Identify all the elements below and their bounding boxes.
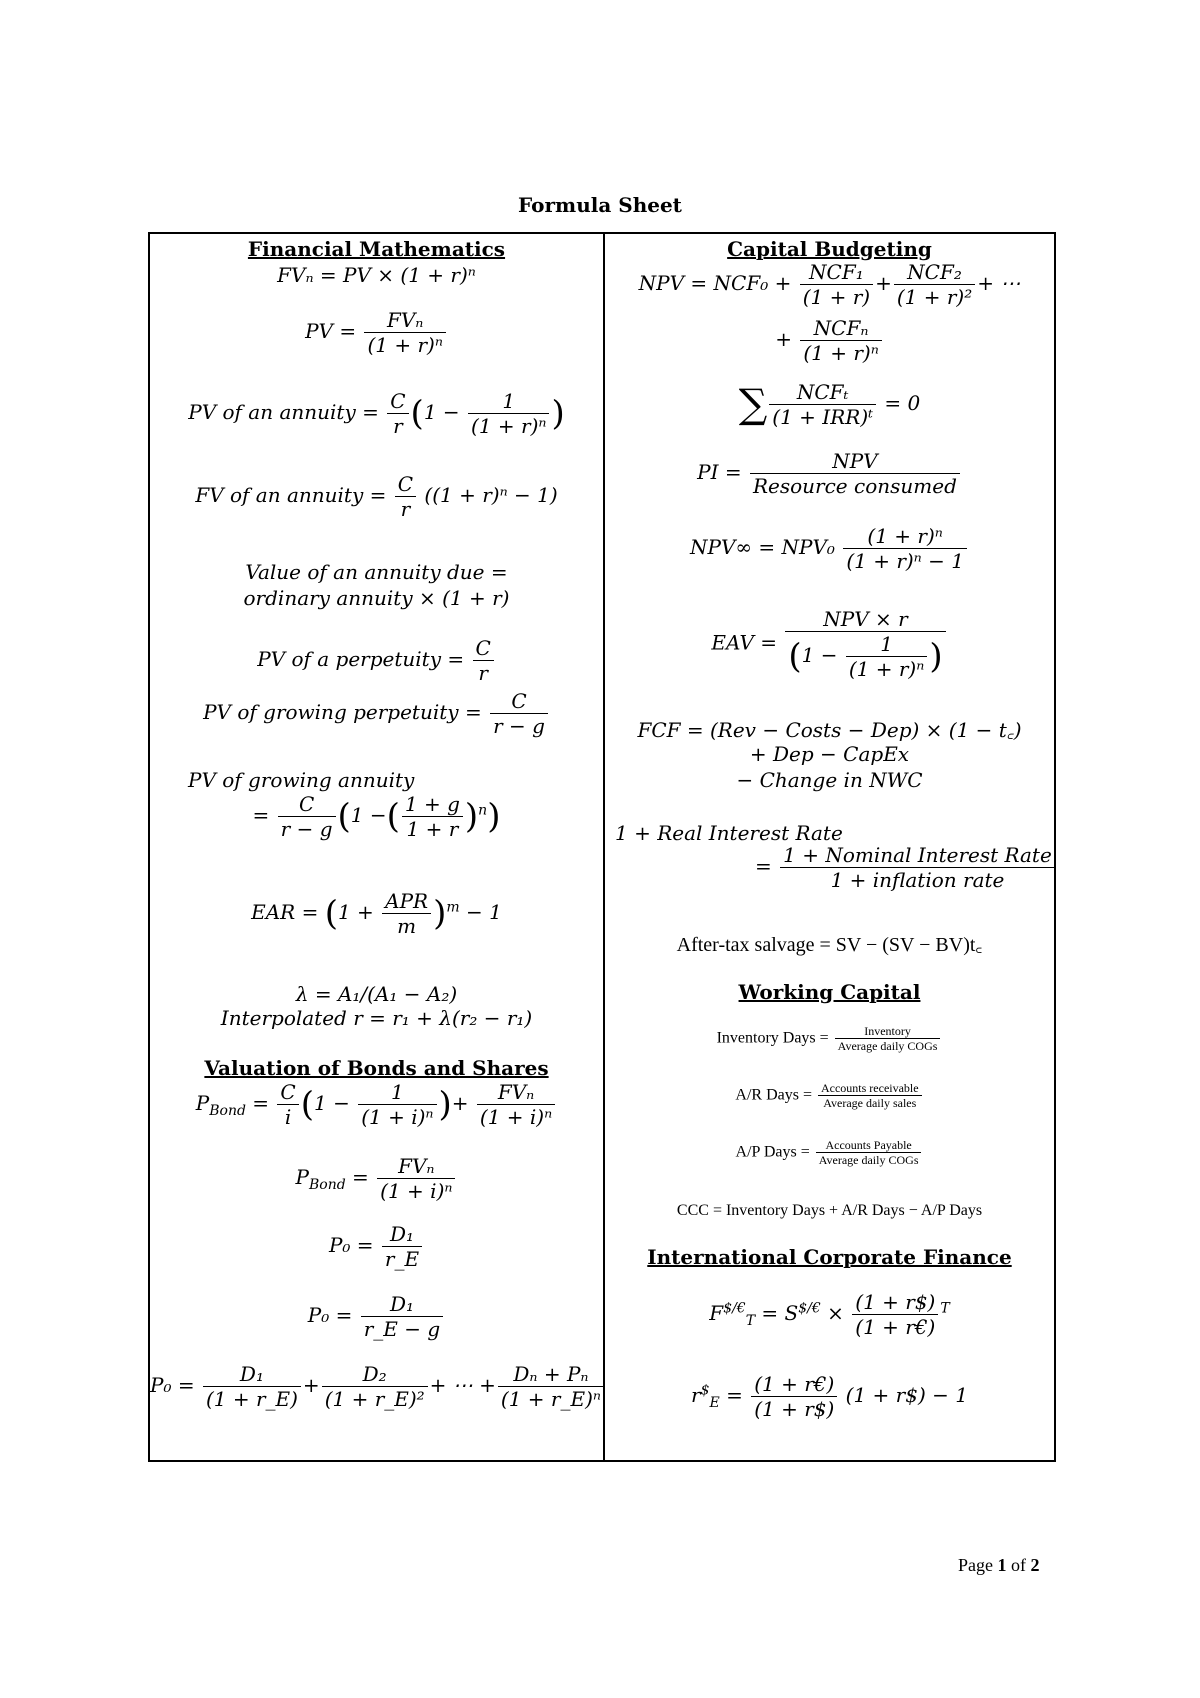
npv-d2: (1 + r)² bbox=[894, 284, 975, 309]
fva-c: C bbox=[397, 472, 414, 496]
p0c-mid: + ⋯ + bbox=[429, 1373, 496, 1397]
formula-ear bbox=[150, 889, 603, 938]
gann-mid: 1 − bbox=[350, 803, 387, 827]
rr-sub: E bbox=[709, 1395, 720, 1411]
pi-fraction bbox=[750, 449, 960, 498]
rr-eq: = bbox=[726, 1383, 743, 1407]
pv-denominator: (1 + r)ⁿ bbox=[364, 332, 445, 357]
formula-future-value: FVₙ = PV × (1 + r)ⁿ bbox=[277, 263, 476, 287]
formula-pv-perpetuity bbox=[150, 636, 603, 685]
p0a-num: D₁ bbox=[389, 1222, 414, 1246]
p0a-lhs: P₀ = bbox=[328, 1233, 374, 1257]
gann-power: n bbox=[478, 802, 488, 819]
npvinf-num: (1 + r)ⁿ bbox=[867, 524, 943, 548]
npv-plus: + bbox=[875, 271, 892, 295]
gperp-den: r − g bbox=[490, 713, 548, 738]
open-paren: ( bbox=[300, 1084, 314, 1125]
p0c-fraction-2 bbox=[322, 1362, 428, 1411]
pi-num: NPV bbox=[832, 449, 878, 473]
pi-den: Resource consumed bbox=[750, 473, 960, 498]
formula-fcf-line3: − Change in NWC bbox=[736, 768, 923, 792]
p0c-fraction-3 bbox=[498, 1362, 604, 1411]
p0b-den: r_E − g bbox=[361, 1316, 443, 1341]
formula-eav bbox=[605, 607, 1054, 681]
ar-den: Average daily sales bbox=[818, 1095, 922, 1110]
rr-lhs: r bbox=[691, 1383, 701, 1407]
formula-share-price-1 bbox=[150, 1222, 603, 1271]
bond2-sub: Bond bbox=[308, 1177, 346, 1193]
eav-num: NPV × r bbox=[823, 607, 908, 631]
p0b-fraction bbox=[361, 1292, 443, 1341]
pva-den: (1 + r)ⁿ bbox=[468, 413, 549, 438]
fva-rest: ((1 + r)ⁿ − 1) bbox=[424, 483, 558, 507]
formula-npv-line2 bbox=[605, 316, 1054, 365]
bond2-eq: = bbox=[352, 1165, 369, 1189]
inv-fraction bbox=[835, 1024, 941, 1054]
page-title: Formula Sheet bbox=[518, 193, 682, 217]
eav-iden: (1 + r)ⁿ bbox=[846, 656, 927, 681]
ap-num: Accounts Payable bbox=[825, 1138, 912, 1152]
heading-working-capital: Working Capital bbox=[738, 980, 921, 1004]
formula-ar-days bbox=[605, 1081, 1054, 1111]
formula-ap-days bbox=[605, 1138, 1054, 1168]
p0c-n1: D₁ bbox=[239, 1362, 264, 1386]
formula-profitability-index bbox=[605, 449, 1054, 498]
rr-fraction bbox=[751, 1372, 837, 1421]
ear-lhs: EAR = bbox=[251, 900, 319, 924]
npvinf-den: (1 + r)ⁿ − 1 bbox=[843, 548, 967, 573]
bond1-fv-fraction bbox=[477, 1080, 555, 1129]
formula-present-value bbox=[150, 308, 603, 357]
real-num: 1 + Nominal Interest Rate bbox=[783, 843, 1052, 867]
fwd-ssup: $/€ bbox=[798, 1300, 821, 1317]
formula-bond-price-1 bbox=[150, 1080, 603, 1129]
p0c-lhs: P₀ = bbox=[150, 1373, 195, 1397]
ear-num: APR bbox=[385, 889, 429, 913]
fwd-fraction bbox=[852, 1290, 938, 1339]
gann-eq: = bbox=[252, 803, 270, 827]
close-paren: ) bbox=[464, 796, 479, 837]
fva-r: r bbox=[395, 496, 416, 521]
bond1-plus: + bbox=[451, 1091, 469, 1115]
fwd-sub: T bbox=[745, 1313, 756, 1329]
bond1-den: (1 + i)ⁿ bbox=[358, 1104, 436, 1129]
fwd-sup: $/€ bbox=[723, 1300, 746, 1317]
formula-npv-line1 bbox=[605, 260, 1054, 309]
bond2-den: (1 + i)ⁿ bbox=[377, 1178, 455, 1203]
close-paren: ) bbox=[929, 636, 943, 677]
rr-den: (1 + r$) bbox=[751, 1396, 837, 1421]
rr-sup: $ bbox=[700, 1382, 710, 1399]
p0a-fraction bbox=[382, 1222, 422, 1271]
bond1-sub: Bond bbox=[209, 1103, 246, 1119]
pva-r: r bbox=[387, 413, 408, 438]
formula-fcf-line1: FCF = (Rev − Costs − Dep) × (1 − t꜀) bbox=[637, 718, 1022, 742]
pva-one: 1 bbox=[502, 389, 516, 413]
pva-c: C bbox=[390, 389, 406, 413]
npv-tail: + ⋯ bbox=[977, 271, 1021, 295]
fwd-den: (1 + r€) bbox=[852, 1314, 938, 1339]
open-paren: ( bbox=[410, 393, 424, 434]
perp-num: C bbox=[475, 636, 491, 660]
heading-international-corporate-finance: International Corporate Finance bbox=[647, 1245, 1012, 1269]
page-total: 2 bbox=[1030, 1555, 1040, 1575]
bond1-i: i bbox=[277, 1104, 298, 1129]
formula-share-price-3 bbox=[150, 1362, 603, 1411]
gann-inner-den: 1 + r bbox=[402, 816, 463, 841]
close-paren: ) bbox=[438, 1084, 452, 1125]
real-fraction bbox=[780, 843, 1055, 892]
gann-fraction bbox=[278, 792, 336, 841]
irr-den: (1 + IRR)ᵗ bbox=[769, 404, 876, 429]
perp-lhs: PV of a perpetuity = bbox=[257, 647, 465, 671]
heading-valuation-bonds-shares: Valuation of Bonds and Shares bbox=[204, 1056, 549, 1080]
fwd-power: T bbox=[940, 1300, 950, 1317]
pv-numerator: FVₙ bbox=[386, 308, 424, 332]
formula-ccc: CCC = Inventory Days + A/R Days − A/P Days bbox=[676, 1202, 983, 1219]
ap-lhs: A/P Days = bbox=[735, 1143, 810, 1161]
formula-real-rate-line2 bbox=[755, 843, 1057, 892]
gperp-lhs: PV of growing perpetuity = bbox=[203, 700, 482, 724]
p0c-plus: + bbox=[302, 1373, 320, 1397]
formula-interpolated-r: Interpolated r = r₁ + λ(r₂ − r₁) bbox=[220, 1006, 533, 1030]
bond2-fraction bbox=[377, 1154, 455, 1203]
ap-fraction bbox=[816, 1138, 922, 1168]
npv2-plus: + bbox=[775, 327, 792, 351]
left-column bbox=[150, 234, 603, 1460]
inv-num: Inventory bbox=[864, 1024, 911, 1038]
page-number bbox=[958, 1555, 1040, 1576]
p0c-fraction-1 bbox=[203, 1362, 301, 1411]
bond1-mid: 1 − bbox=[314, 1091, 350, 1115]
formula-after-tax-salvage: After-tax salvage = SV − (SV − BV)t꜀ bbox=[676, 934, 983, 956]
fwd-times: × bbox=[827, 1301, 844, 1325]
formula-pv-growing-annuity-line1: PV of growing annuity bbox=[188, 768, 415, 792]
p0c-d2: (1 + r_E)² bbox=[322, 1386, 428, 1411]
ar-lhs: A/R Days = bbox=[735, 1086, 812, 1104]
formula-fcf-line2: + Dep − CapEx bbox=[749, 742, 910, 766]
npv2-num: NCFₙ bbox=[813, 316, 869, 340]
ear-fraction bbox=[382, 889, 431, 938]
open-paren: ( bbox=[788, 636, 802, 677]
npv-n1: NCF₁ bbox=[809, 260, 864, 284]
bond1-c-over-i bbox=[277, 1080, 298, 1129]
gann-num: C bbox=[298, 792, 315, 816]
npvinf-fraction bbox=[843, 524, 967, 573]
heading-capital-budgeting: Capital Budgeting bbox=[727, 237, 932, 261]
formula-npv-infinity bbox=[605, 524, 1054, 573]
bond1-one: 1 bbox=[390, 1080, 404, 1104]
eav-inner-fraction bbox=[846, 632, 927, 681]
page-current: 1 bbox=[997, 1555, 1007, 1575]
formula-forward-rate bbox=[605, 1290, 1054, 1339]
formula-fv-annuity bbox=[150, 472, 603, 521]
formula-real-exchange bbox=[605, 1372, 1054, 1421]
close-paren: ) bbox=[551, 393, 565, 434]
formula-pv-annuity bbox=[150, 389, 603, 438]
bond1-fvden: (1 + i)ⁿ bbox=[477, 1104, 555, 1129]
gann-inner-num: 1 + g bbox=[404, 792, 460, 816]
pva-mid: 1 − bbox=[423, 400, 460, 424]
formula-bond-price-2 bbox=[150, 1154, 603, 1203]
fwd-lhs: F bbox=[709, 1301, 724, 1325]
open-paren: ( bbox=[337, 796, 351, 837]
ear-one: 1 + bbox=[337, 900, 374, 924]
irr-fraction bbox=[769, 380, 876, 429]
perp-den: r bbox=[473, 660, 494, 685]
bond2-lhs: P bbox=[295, 1165, 309, 1189]
real-den: 1 + inflation rate bbox=[780, 867, 1055, 892]
pv-fraction bbox=[364, 308, 445, 357]
formula-annuity-due-line1: Value of an annuity due = bbox=[245, 560, 508, 584]
close-paren: ) bbox=[433, 893, 447, 934]
fwd-num: (1 + r$) bbox=[855, 1290, 936, 1314]
gann-den: r − g bbox=[278, 816, 336, 841]
p0b-lhs: P₀ = bbox=[307, 1303, 353, 1327]
ap-den: Average daily COGs bbox=[816, 1152, 922, 1167]
eav-one: 1 bbox=[880, 632, 893, 656]
bond1-fv: FVₙ bbox=[497, 1080, 535, 1104]
p0a-den: r_E bbox=[382, 1246, 422, 1271]
gperp-fraction bbox=[490, 689, 548, 738]
eav-lhs: EAV = bbox=[711, 630, 778, 655]
page-of: of bbox=[1011, 1555, 1026, 1575]
bond1-lhs: P bbox=[195, 1091, 210, 1115]
rr-num: (1 + r€) bbox=[754, 1372, 835, 1396]
ear-power: m bbox=[446, 899, 460, 916]
ar-fraction bbox=[818, 1081, 922, 1111]
p0c-n3: Dₙ + Pₙ bbox=[513, 1362, 589, 1386]
p0c-d3: (1 + r_E)ⁿ bbox=[498, 1386, 604, 1411]
gperp-num: C bbox=[511, 689, 527, 713]
pi-lhs: PI = bbox=[697, 460, 742, 484]
eav-fraction bbox=[785, 607, 945, 681]
gann-inner-fraction bbox=[402, 792, 463, 841]
open-paren: ( bbox=[324, 893, 338, 934]
perp-fraction bbox=[473, 636, 494, 685]
bond1-eq: = bbox=[252, 1091, 270, 1115]
heading-financial-mathematics: Financial Mathematics bbox=[247, 237, 506, 261]
formula-irr bbox=[605, 380, 1054, 429]
fwd-eq: = S bbox=[761, 1301, 799, 1325]
formula-inventory-days bbox=[605, 1024, 1054, 1054]
ar-num: Accounts receivable bbox=[820, 1081, 919, 1095]
summation-icon: ∑ bbox=[738, 381, 768, 428]
ear-tail: − 1 bbox=[466, 900, 502, 924]
irr-num: NCFₜ bbox=[796, 380, 849, 404]
rr-tail: (1 + r$) − 1 bbox=[845, 1383, 968, 1407]
eav-den bbox=[785, 631, 945, 681]
formula-real-rate-line1: 1 + Real Interest Rate bbox=[615, 821, 843, 845]
npv-n2: NCF₂ bbox=[907, 260, 962, 284]
page-prefix: Page bbox=[958, 1555, 993, 1575]
pva-inner-fraction bbox=[468, 389, 549, 438]
eav-mid: 1 − bbox=[801, 643, 838, 667]
bond1-c: C bbox=[280, 1080, 296, 1104]
real-eq: = bbox=[755, 854, 772, 878]
fva-lhs: FV of an annuity = bbox=[195, 483, 387, 507]
formula-share-price-2 bbox=[150, 1292, 603, 1341]
bond2-num: FVₙ bbox=[398, 1154, 435, 1178]
formula-pv-growing-perpetuity bbox=[150, 689, 603, 738]
formula-pv-growing-annuity-line2 bbox=[150, 792, 603, 841]
pva-lhs: PV of an annuity = bbox=[188, 400, 379, 424]
npv-lhs: NPV = NCF₀ + bbox=[638, 271, 792, 295]
pv-lhs: PV = bbox=[305, 319, 357, 343]
p0c-d1: (1 + r_E) bbox=[203, 1386, 301, 1411]
npv-d1: (1 + r) bbox=[800, 284, 873, 309]
close-paren: ) bbox=[487, 796, 501, 837]
right-column bbox=[605, 234, 1054, 1460]
npv2-den: (1 + r)ⁿ bbox=[800, 340, 881, 365]
inv-lhs: Inventory Days = bbox=[716, 1029, 829, 1047]
p0c-n2: D₂ bbox=[362, 1362, 387, 1386]
inv-den: Average daily COGs bbox=[835, 1038, 941, 1053]
irr-tail: = 0 bbox=[884, 391, 921, 415]
npv-fraction-1 bbox=[800, 260, 873, 309]
p0b-num: D₁ bbox=[389, 1292, 414, 1316]
npvinf-lhs: NPV∞ = NPV₀ bbox=[690, 535, 835, 559]
formula-annuity-due-line2: ordinary annuity × (1 + r) bbox=[243, 586, 510, 610]
open-paren: ( bbox=[386, 796, 400, 837]
fva-c-over-r bbox=[395, 472, 416, 521]
bond1-inner-fraction bbox=[358, 1080, 436, 1129]
ear-den: m bbox=[382, 913, 431, 938]
npv2-fraction bbox=[800, 316, 881, 365]
formula-table bbox=[148, 232, 1056, 1462]
formula-lambda: λ = A₁/(A₁ − A₂) bbox=[295, 982, 458, 1006]
npv-fraction-2 bbox=[894, 260, 975, 309]
pva-c-over-r bbox=[387, 389, 408, 438]
